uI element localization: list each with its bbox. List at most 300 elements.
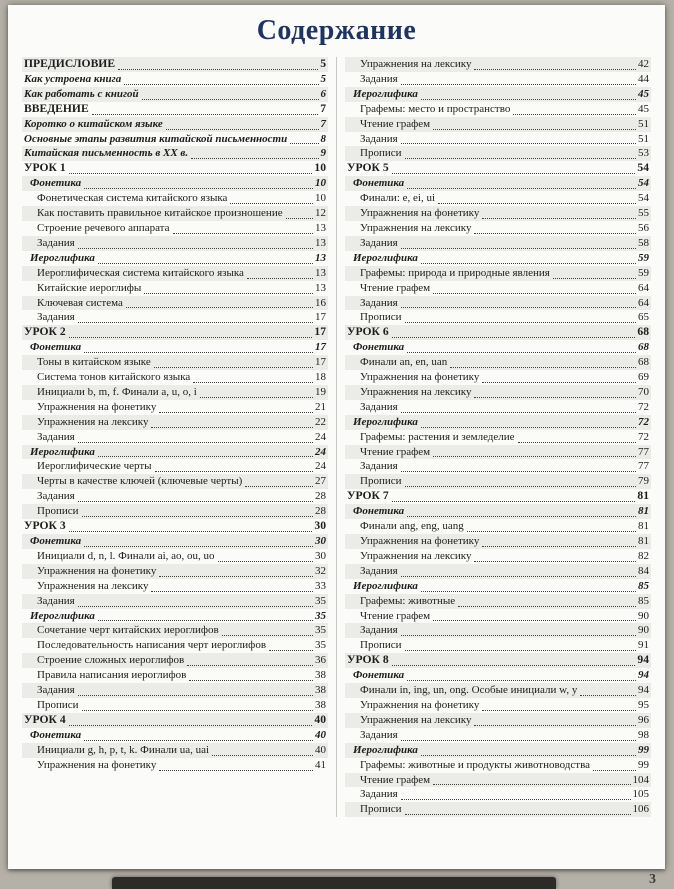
entry-page-number: 13 bbox=[315, 266, 326, 279]
toc-entry bbox=[22, 743, 328, 758]
toc-entry bbox=[22, 668, 328, 683]
entry-page-number: 85 bbox=[638, 594, 649, 607]
toc-entry bbox=[22, 206, 328, 221]
entry-dots-leader bbox=[421, 591, 636, 592]
entry-label: Задания bbox=[37, 684, 75, 697]
entry-dots-leader bbox=[401, 635, 636, 636]
entry-page-number: 54 bbox=[637, 161, 649, 175]
entry-label: Чтение графем bbox=[360, 281, 431, 294]
toc-entry bbox=[22, 683, 328, 698]
entry-dots-leader bbox=[458, 606, 636, 607]
entry-page-number: 65 bbox=[638, 311, 649, 324]
toc-entry bbox=[345, 102, 651, 117]
entry-label: Упражнения на фонетику bbox=[37, 758, 157, 771]
entry-label: Задания bbox=[360, 236, 398, 249]
toc-entry bbox=[22, 87, 328, 102]
entry-label: УРОК 2 bbox=[24, 325, 66, 339]
entry-page-number: 55 bbox=[638, 207, 649, 220]
entry-dots-leader bbox=[230, 203, 313, 204]
entry-page-number: 10 bbox=[315, 192, 326, 205]
page-title: Содержание bbox=[256, 15, 417, 46]
entry-label: Иероглифика bbox=[353, 87, 418, 100]
toc-entry bbox=[345, 400, 651, 415]
toc-entry bbox=[345, 415, 651, 430]
entry-dots-leader bbox=[159, 770, 313, 771]
entry-dots-leader bbox=[187, 665, 313, 666]
entry-page-number: 53 bbox=[638, 147, 649, 160]
entry-label: Чтение графем bbox=[360, 609, 431, 622]
entry-label: ПРЕДИСЛОВИЕ bbox=[24, 57, 116, 70]
entry-page-number: 24 bbox=[315, 445, 326, 458]
toc-entry bbox=[345, 728, 651, 743]
entry-dots-leader bbox=[78, 695, 313, 696]
entry-label: Задания bbox=[360, 296, 398, 309]
entry-label: Коротко о китайском языке bbox=[24, 117, 163, 130]
entry-dots-leader bbox=[166, 129, 319, 130]
entry-label: Инициали b, m, f. Финали a, u, o, i bbox=[37, 385, 197, 398]
entry-page-number: 38 bbox=[315, 698, 326, 711]
entry-dots-leader bbox=[513, 114, 636, 115]
entry-label: Тоны в китайском языке bbox=[37, 356, 151, 369]
entry-dots-leader bbox=[392, 337, 636, 338]
entry-dots-leader bbox=[467, 531, 636, 532]
entry-label: Прописи bbox=[37, 698, 79, 711]
toc-entry bbox=[345, 206, 651, 221]
entry-dots-leader bbox=[290, 143, 318, 144]
entry-dots-leader bbox=[518, 442, 636, 443]
toc-entry bbox=[345, 773, 651, 788]
entry-page-number: 27 bbox=[315, 475, 326, 488]
toc-entry bbox=[345, 281, 651, 296]
entry-dots-leader bbox=[69, 173, 313, 174]
toc-entry bbox=[22, 609, 328, 624]
entry-page-number: 33 bbox=[315, 579, 326, 592]
entry-label: Финали ang, eng, uang bbox=[360, 520, 464, 533]
toc-entry bbox=[345, 534, 651, 549]
entry-dots-leader bbox=[401, 471, 636, 472]
entry-dots-leader bbox=[401, 248, 636, 249]
entry-dots-leader bbox=[159, 412, 313, 413]
entry-dots-leader bbox=[433, 129, 636, 130]
entry-label: УРОК 6 bbox=[347, 325, 389, 339]
entry-label: Упражнения на лексику bbox=[360, 385, 472, 398]
entry-page-number: 7 bbox=[320, 101, 326, 115]
entry-dots-leader bbox=[245, 486, 313, 487]
entry-dots-leader bbox=[405, 814, 631, 815]
entry-dots-leader bbox=[421, 755, 636, 756]
entry-label: Упражнения на фонетику bbox=[360, 698, 480, 711]
entry-label: Иероглифика bbox=[353, 415, 418, 428]
entry-label: Упражнения на лексику bbox=[360, 549, 472, 562]
entry-page-number: 44 bbox=[638, 72, 649, 85]
toc-entry bbox=[345, 474, 651, 489]
entry-label: Фонетика bbox=[353, 505, 405, 518]
toc-entry bbox=[22, 519, 328, 534]
toc-entry bbox=[22, 236, 328, 251]
entry-dots-leader bbox=[222, 635, 313, 636]
toc-entry bbox=[22, 340, 328, 355]
entry-dots-leader bbox=[405, 322, 637, 323]
entry-label: Прописи bbox=[37, 505, 79, 518]
entry-page-number: 13 bbox=[315, 236, 326, 249]
toc-entry bbox=[345, 340, 651, 355]
entry-page-number: 54 bbox=[638, 177, 649, 190]
entry-dots-leader bbox=[69, 337, 313, 338]
entry-page-number: 42 bbox=[638, 58, 649, 70]
toc-entry bbox=[345, 549, 651, 564]
toc-entry bbox=[22, 251, 328, 266]
entry-dots-leader bbox=[482, 710, 636, 711]
toc-entry bbox=[22, 728, 328, 743]
entry-label: Иероглифика bbox=[353, 579, 418, 592]
entry-dots-leader bbox=[124, 84, 318, 85]
entry-page-number: 35 bbox=[315, 609, 326, 622]
toc-entry bbox=[22, 72, 328, 87]
toc-entry bbox=[22, 474, 328, 489]
entry-label: Фонетика bbox=[353, 341, 405, 354]
entry-page-number: 81 bbox=[638, 535, 649, 547]
toc-entry bbox=[22, 564, 328, 579]
entry-label: Упражнения на фонетику bbox=[360, 207, 480, 220]
entry-label: Китайская письменность в XX в. bbox=[24, 147, 189, 160]
toc-entry bbox=[22, 281, 328, 296]
entry-dots-leader bbox=[189, 680, 313, 681]
toc-entry bbox=[345, 758, 651, 773]
entry-label: Прописи bbox=[360, 311, 402, 324]
entry-dots-leader bbox=[433, 784, 630, 785]
entry-dots-leader bbox=[193, 382, 313, 383]
toc-entry bbox=[345, 176, 651, 191]
entry-label: Прописи bbox=[360, 803, 402, 816]
entry-dots-leader bbox=[421, 99, 636, 100]
entry-dots-leader bbox=[407, 352, 636, 353]
entry-page-number: 5 bbox=[320, 57, 326, 70]
entry-label: Как работать с книгой bbox=[24, 87, 139, 100]
toc-entry bbox=[22, 221, 328, 236]
toc-entry bbox=[345, 72, 651, 87]
toc-entry bbox=[345, 132, 651, 147]
entry-page-number: 30 bbox=[315, 535, 326, 547]
entry-dots-leader bbox=[118, 69, 318, 70]
toc-entry bbox=[345, 161, 651, 176]
entry-label: Задания bbox=[37, 311, 75, 324]
entry-page-number: 81 bbox=[638, 505, 649, 518]
entry-dots-leader bbox=[407, 188, 636, 189]
entry-page-number: 13 bbox=[315, 281, 326, 294]
entry-page-number: 82 bbox=[638, 549, 649, 562]
entry-page-number: 51 bbox=[638, 117, 649, 130]
entry-label: Сочетание черт китайских иероглифов bbox=[37, 624, 219, 637]
entry-dots-leader bbox=[78, 442, 313, 443]
entry-label: Как устроена книга bbox=[24, 72, 122, 85]
entry-dots-leader bbox=[405, 486, 637, 487]
toc-entry bbox=[345, 236, 651, 251]
toc-entry bbox=[345, 57, 651, 72]
entry-dots-leader bbox=[433, 456, 636, 457]
entry-label: Финали in, ing, un, ong. Особые инициали w, y bbox=[360, 684, 578, 697]
toc-entry bbox=[345, 117, 651, 132]
entry-label: Чтение графем bbox=[360, 117, 431, 130]
entry-label: УРОК 3 bbox=[24, 519, 66, 533]
entry-label: Задания bbox=[360, 460, 398, 473]
entry-label: Финали an, en, uan bbox=[360, 356, 448, 369]
entry-page-number: 72 bbox=[638, 400, 649, 413]
entry-page-number: 28 bbox=[315, 490, 326, 503]
entry-dots-leader bbox=[482, 218, 636, 219]
toc-entry bbox=[345, 146, 651, 161]
entry-label: Задания bbox=[360, 788, 398, 801]
entry-page-number: 17 bbox=[315, 356, 326, 369]
entry-page-number: 69 bbox=[638, 371, 649, 384]
toc-entry bbox=[345, 355, 651, 370]
entry-label: Система тонов китайского языка bbox=[37, 371, 191, 384]
toc-entry bbox=[22, 310, 328, 325]
entry-dots-leader bbox=[200, 397, 313, 398]
entry-label: Иероглифика bbox=[30, 609, 95, 622]
entry-dots-leader bbox=[78, 501, 313, 502]
toc-entry bbox=[22, 534, 328, 549]
entry-label: Фонетика bbox=[30, 341, 82, 354]
entry-dots-leader bbox=[392, 665, 636, 666]
entry-label: Прописи bbox=[360, 147, 402, 160]
entry-label: Фонетика bbox=[30, 728, 82, 741]
toc-entry bbox=[22, 653, 328, 668]
toc-right-column bbox=[336, 57, 651, 817]
toc-entry bbox=[22, 445, 328, 460]
entry-page-number: 17 bbox=[315, 311, 326, 324]
entry-label: Иероглифические черты bbox=[37, 460, 152, 473]
entry-dots-leader bbox=[401, 412, 636, 413]
entry-dots-leader bbox=[78, 606, 313, 607]
toc-entry bbox=[22, 57, 328, 72]
entry-page-number: 81 bbox=[637, 489, 649, 503]
toc-entry bbox=[22, 161, 328, 176]
entry-page-number: 68 bbox=[637, 325, 649, 339]
entry-dots-leader bbox=[401, 307, 636, 308]
entry-dots-leader bbox=[84, 546, 313, 547]
entry-page-number: 81 bbox=[638, 520, 649, 533]
entry-page-number: 70 bbox=[638, 385, 649, 398]
entry-page-number: 18 bbox=[315, 371, 326, 384]
entry-label: Иероглифика bbox=[353, 251, 418, 264]
entry-page-number: 6 bbox=[320, 87, 326, 100]
toc-entry bbox=[345, 743, 651, 758]
entry-dots-leader bbox=[407, 516, 636, 517]
entry-label: Упражнения на фонетику bbox=[37, 400, 157, 413]
entry-page-number: 30 bbox=[314, 519, 326, 533]
entry-page-number: 40 bbox=[315, 728, 326, 741]
entry-page-number: 45 bbox=[638, 87, 649, 100]
entry-page-number: 72 bbox=[638, 430, 649, 443]
entry-page-number: 58 bbox=[638, 236, 649, 249]
toc-entry bbox=[345, 623, 651, 638]
entry-page-number: 24 bbox=[315, 460, 326, 473]
entry-page-number: 72 bbox=[638, 415, 649, 428]
toc-entry bbox=[345, 87, 651, 102]
entry-dots-leader bbox=[433, 620, 636, 621]
entry-page-number: 77 bbox=[638, 460, 649, 473]
toc-entry bbox=[22, 459, 328, 474]
entry-label: Задания bbox=[360, 72, 398, 85]
toc-entry bbox=[22, 400, 328, 415]
entry-label: Фонетика bbox=[353, 669, 405, 682]
entry-dots-leader bbox=[474, 561, 636, 562]
toc-left-column bbox=[22, 57, 336, 773]
entry-page-number: 79 bbox=[638, 475, 649, 488]
toc-entry bbox=[345, 564, 651, 579]
entry-page-number: 35 bbox=[315, 624, 326, 637]
entry-dots-leader bbox=[401, 84, 636, 85]
entry-label: Графемы: растения и земледелие bbox=[360, 430, 515, 443]
book-page bbox=[8, 5, 665, 869]
entry-page-number: 30 bbox=[315, 549, 326, 562]
book-spine-bar bbox=[112, 877, 556, 889]
entry-page-number: 8 bbox=[320, 132, 326, 145]
entry-page-number: 54 bbox=[638, 192, 649, 205]
entry-label: Упражнения на фонетику bbox=[360, 371, 480, 384]
toc-entry bbox=[22, 549, 328, 564]
entry-dots-leader bbox=[474, 69, 636, 70]
toc-entry bbox=[345, 713, 651, 728]
entry-page-number: 16 bbox=[315, 296, 326, 309]
toc-entry bbox=[22, 594, 328, 609]
entry-label: Иероглифическая система китайского языка bbox=[37, 266, 244, 279]
entry-label: Упражнения на лексику bbox=[37, 415, 149, 428]
entry-label: Фонетика bbox=[30, 177, 82, 190]
toc-entry bbox=[345, 370, 651, 385]
toc-entry bbox=[345, 579, 651, 594]
entry-dots-leader bbox=[98, 263, 313, 264]
toc-entry bbox=[345, 802, 651, 817]
entry-dots-leader bbox=[126, 307, 313, 308]
entry-dots-leader bbox=[92, 114, 319, 115]
toc-entry bbox=[345, 609, 651, 624]
entry-page-number: 45 bbox=[638, 102, 649, 115]
entry-page-number: 105 bbox=[632, 788, 649, 801]
entry-label: Инициали g, h, p, t, k. Финали ua, uai bbox=[37, 743, 210, 756]
entry-page-number: 10 bbox=[314, 161, 326, 175]
entry-label: Чтение графем bbox=[360, 445, 431, 458]
entry-page-number: 104 bbox=[632, 773, 649, 786]
entry-page-number: 7 bbox=[320, 117, 326, 130]
entry-dots-leader bbox=[401, 740, 636, 741]
toc-entry bbox=[345, 489, 651, 504]
entry-page-number: 90 bbox=[638, 624, 649, 637]
entry-label: Чтение графем bbox=[360, 773, 431, 786]
entry-dots-leader bbox=[482, 546, 636, 547]
toc-entry bbox=[22, 623, 328, 638]
entry-dots-leader bbox=[173, 233, 314, 234]
entry-page-number: 10 bbox=[315, 177, 326, 190]
entry-label: Прописи bbox=[360, 639, 402, 652]
toc-entry bbox=[345, 251, 651, 266]
entry-page-number: 90 bbox=[638, 609, 649, 622]
toc-entry bbox=[22, 325, 328, 340]
entry-page-number: 17 bbox=[315, 341, 326, 354]
entry-label: Задания bbox=[37, 236, 75, 249]
entry-dots-leader bbox=[151, 591, 313, 592]
entry-dots-leader bbox=[84, 740, 313, 741]
entry-page-number: 35 bbox=[315, 594, 326, 607]
entry-label: Упражнения на лексику bbox=[37, 579, 149, 592]
entry-dots-leader bbox=[580, 695, 636, 696]
entry-dots-leader bbox=[69, 725, 313, 726]
entry-dots-leader bbox=[155, 471, 313, 472]
entry-page-number: 22 bbox=[315, 415, 326, 428]
toc-entry bbox=[345, 385, 651, 400]
toc-entry bbox=[345, 787, 651, 802]
entry-label: Китайские иероглифы bbox=[37, 281, 142, 294]
entry-page-number: 64 bbox=[638, 296, 649, 309]
entry-page-number: 24 bbox=[315, 430, 326, 443]
toc-entry bbox=[22, 117, 328, 132]
entry-page-number: 19 bbox=[315, 385, 326, 398]
entry-dots-leader bbox=[405, 158, 637, 159]
entry-dots-leader bbox=[405, 650, 637, 651]
entry-label: Графемы: место и пространство bbox=[360, 102, 511, 115]
entry-label: Графемы: природа и природные явления bbox=[360, 266, 550, 279]
entry-page-number: 12 bbox=[315, 207, 326, 220]
entry-label: Упражнения на лексику bbox=[360, 221, 472, 234]
toc-entry bbox=[345, 266, 651, 281]
entry-page-number: 21 bbox=[315, 400, 326, 413]
entry-page-number: 40 bbox=[314, 712, 326, 726]
toc-entry bbox=[345, 325, 651, 340]
entry-dots-leader bbox=[593, 770, 636, 771]
toc-entry bbox=[345, 430, 651, 445]
entry-label: Графемы: животные и продукты животноводства bbox=[360, 758, 591, 771]
toc-entry bbox=[22, 266, 328, 281]
entry-dots-leader bbox=[433, 293, 636, 294]
entry-page-number: 77 bbox=[638, 445, 649, 458]
toc-entry bbox=[22, 146, 328, 161]
entry-page-number: 96 bbox=[638, 713, 649, 726]
toc-entry bbox=[22, 370, 328, 385]
toc-entry bbox=[22, 176, 328, 191]
entry-dots-leader bbox=[78, 322, 313, 323]
entry-page-number: 95 bbox=[638, 698, 649, 711]
entry-page-number: 91 bbox=[638, 639, 649, 652]
toc-entry bbox=[22, 102, 328, 117]
toc-entry bbox=[345, 668, 651, 683]
entry-label: Иероглифика bbox=[353, 743, 418, 756]
toc-entry bbox=[345, 296, 651, 311]
entry-label: Задания bbox=[360, 728, 398, 741]
entry-page-number: 56 bbox=[638, 221, 649, 234]
entry-dots-leader bbox=[142, 99, 319, 100]
toc-entry bbox=[345, 445, 651, 460]
entry-dots-leader bbox=[421, 427, 636, 428]
entry-page-number: 9 bbox=[320, 147, 326, 160]
entry-page-number: 94 bbox=[638, 669, 649, 682]
entry-page-number: 41 bbox=[315, 758, 326, 771]
entry-dots-leader bbox=[401, 143, 636, 144]
toc-columns bbox=[22, 57, 651, 817]
entry-dots-leader bbox=[392, 501, 636, 502]
toc-entry bbox=[345, 310, 651, 325]
entry-page-number: 13 bbox=[315, 221, 326, 234]
entry-label: Задания bbox=[360, 624, 398, 637]
entry-label: Иероглифика bbox=[30, 251, 95, 264]
entry-page-number: 68 bbox=[638, 341, 649, 354]
toc-entry bbox=[22, 415, 328, 430]
entry-dots-leader bbox=[401, 799, 631, 800]
entry-label: Задания bbox=[360, 564, 398, 577]
entry-page-number: 38 bbox=[315, 684, 326, 697]
entry-dots-leader bbox=[401, 576, 636, 577]
entry-label: Задания bbox=[360, 132, 398, 145]
entry-page-number: 51 bbox=[638, 132, 649, 145]
